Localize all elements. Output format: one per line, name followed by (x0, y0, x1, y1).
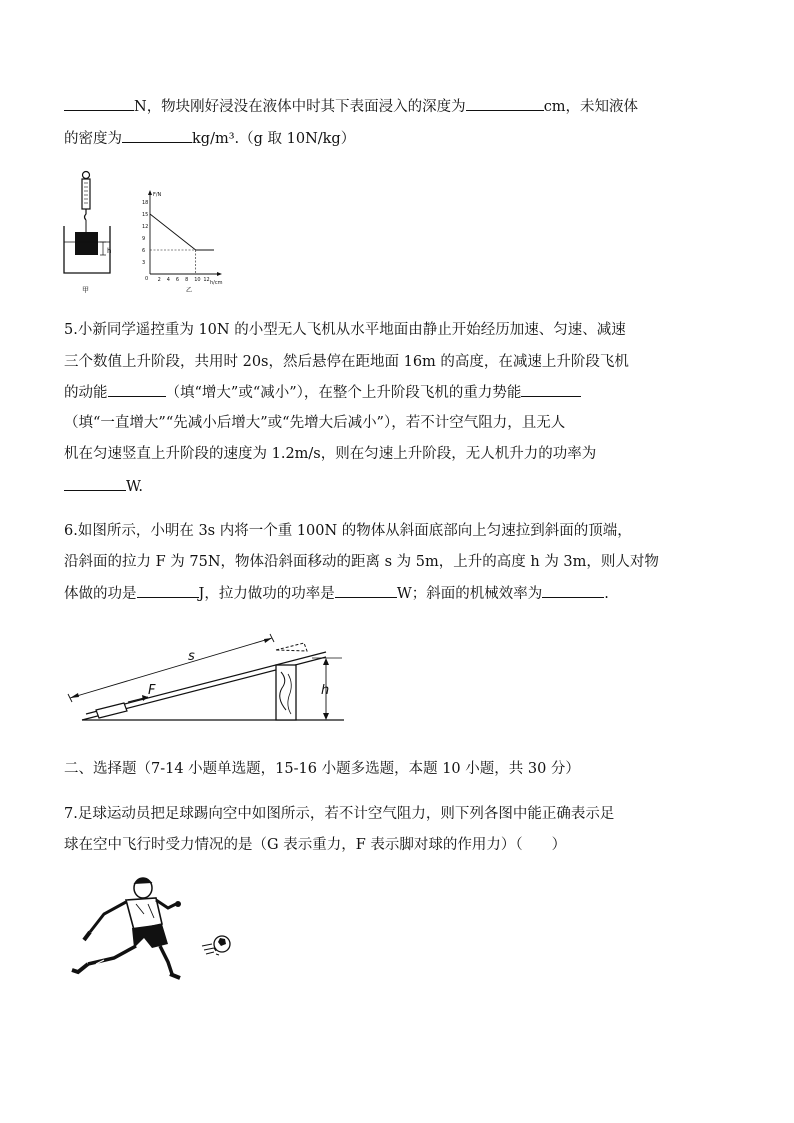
q6-line-1-text: 6.如图所示，小明在 3s 内将一个重 100N 的物体从斜面底部向上匀速拉到斜面的顶端， (64, 523, 632, 539)
x-tick-label: 8 (185, 277, 189, 283)
section-2-title (64, 759, 580, 779)
fig6-s-label: s (188, 649, 195, 664)
q4-line-2-text-a: 的密度为 (64, 131, 122, 147)
x-tick-label: 10 (194, 277, 201, 283)
q4-line-1-text-b: cm，未知液体 (543, 99, 639, 115)
x-axis-arrow (217, 272, 222, 276)
q5-line-5-text: 机在匀速竖直上升阶段的速度为 1.2m/s，则在匀速上升阶段，无人机升力的功率为 (64, 446, 597, 462)
fig4-h-label: h (107, 247, 112, 255)
origin-label: 0 (145, 276, 149, 282)
q5-line-4 (64, 413, 565, 433)
q5-line-5 (64, 444, 596, 464)
q5-line-3-text-a: 的动能 (64, 385, 108, 401)
x-tick-label: 2 (157, 277, 161, 283)
q6-line-3-text-a: 体做的功是 (64, 586, 137, 602)
x-tick-label: 12 (203, 277, 210, 283)
y-tick-label: 9 (142, 236, 146, 242)
answer-blank[interactable] (466, 96, 544, 111)
q6-line-3-text-c: W；斜面的机械效率为 (396, 586, 543, 602)
q5-line-2-text: 三个数值上升阶段，共用时 20s，然后悬停在距地面 16m 的高度，在减速上升阶段飞机 (64, 354, 629, 370)
y-axis-arrow (148, 190, 152, 195)
q4-line-1-text-a: N，物块刚好浸没在液体中时其下表面浸入的深度为 (134, 99, 466, 115)
fig4-yi-label: 乙 (186, 287, 193, 294)
q7-line-1-text: 7.足球运动员把足球踢向空中如图所示，若不计空气阻力，则下列各图中能正确表示足 (64, 806, 615, 822)
inclined-plane-figure (62, 622, 352, 728)
q7-line-2-text: 球在空中飞行时受力情况的是（G 表示重力，F 表示脚对球的作用力）（ ） (64, 837, 567, 853)
fig6-F-label: F (148, 683, 156, 698)
q5-line-6 (64, 476, 143, 497)
x-axis-label: h/cm (210, 280, 223, 286)
answer-blank[interactable] (64, 96, 134, 111)
answer-blank[interactable] (108, 382, 166, 397)
fig6-h-label: h (321, 683, 330, 698)
y-axis-label: F/N (153, 192, 162, 198)
q5-line-1-text: 5.小新同学遥控重为 10N 的小型无人飞机从水平地面由静止开始经历加速、匀速、减速 (64, 322, 626, 338)
q4-line-2-text-b: kg/m³.（g 取 10N/kg） (192, 131, 356, 147)
q5-line-4-text: （填“一直增大”“先减小后增大”或“先增大后减小”），若不计空气阻力，且无人 (64, 415, 566, 431)
answer-blank[interactable] (335, 583, 397, 598)
q5-line-3-text-b: （填“增大”或“减小”），在整个上升阶段飞机的重力势能 (165, 385, 522, 401)
x-tick-label: 4 (166, 277, 170, 283)
q5-line-3 (64, 382, 581, 403)
q7-line-2 (64, 835, 566, 855)
q6-line-2-text: 沿斜面的拉力 F 为 75N，物体沿斜面移动的距离 s 为 5m，上升的高度 h 为 3m，则人对物 (64, 554, 659, 570)
q6-line-3 (64, 583, 609, 604)
y-tick-label: 3 (142, 260, 146, 266)
q4-line-1 (64, 96, 638, 117)
q7-line-1 (64, 804, 614, 824)
y-tick-label: 18 (142, 200, 149, 206)
q6-line-3-text-d: . (604, 586, 609, 602)
y-tick-label: 15 (142, 212, 149, 218)
answer-blank[interactable] (122, 128, 192, 143)
q4-line-2 (64, 128, 355, 149)
spring-scale-figure (60, 168, 130, 298)
force-depth-chart (138, 184, 224, 294)
soccer-player-figure (64, 874, 244, 984)
force-line (150, 214, 214, 250)
answer-blank[interactable] (64, 476, 126, 491)
q5-line-1 (64, 320, 626, 340)
fig4-jia-label: 甲 (82, 286, 89, 294)
y-tick-label: 6 (142, 248, 146, 254)
q5-line-2 (64, 352, 629, 372)
q5-line-6-text: W. (126, 479, 143, 495)
section-2-title-text: 二、选择题（7-14 小题单选题，15-16 小题多选题，本题 10 小题，共 30 分） (64, 761, 580, 777)
x-tick-label: 6 (175, 277, 180, 283)
q6-line-3-text-b: J，拉力做功的功率是 (198, 586, 335, 602)
q6-line-1 (64, 521, 632, 541)
answer-blank[interactable] (137, 583, 199, 598)
q6-line-2 (64, 552, 659, 572)
y-tick-label: 12 (142, 224, 149, 230)
answer-blank[interactable] (542, 583, 604, 598)
answer-blank[interactable] (521, 382, 581, 397)
